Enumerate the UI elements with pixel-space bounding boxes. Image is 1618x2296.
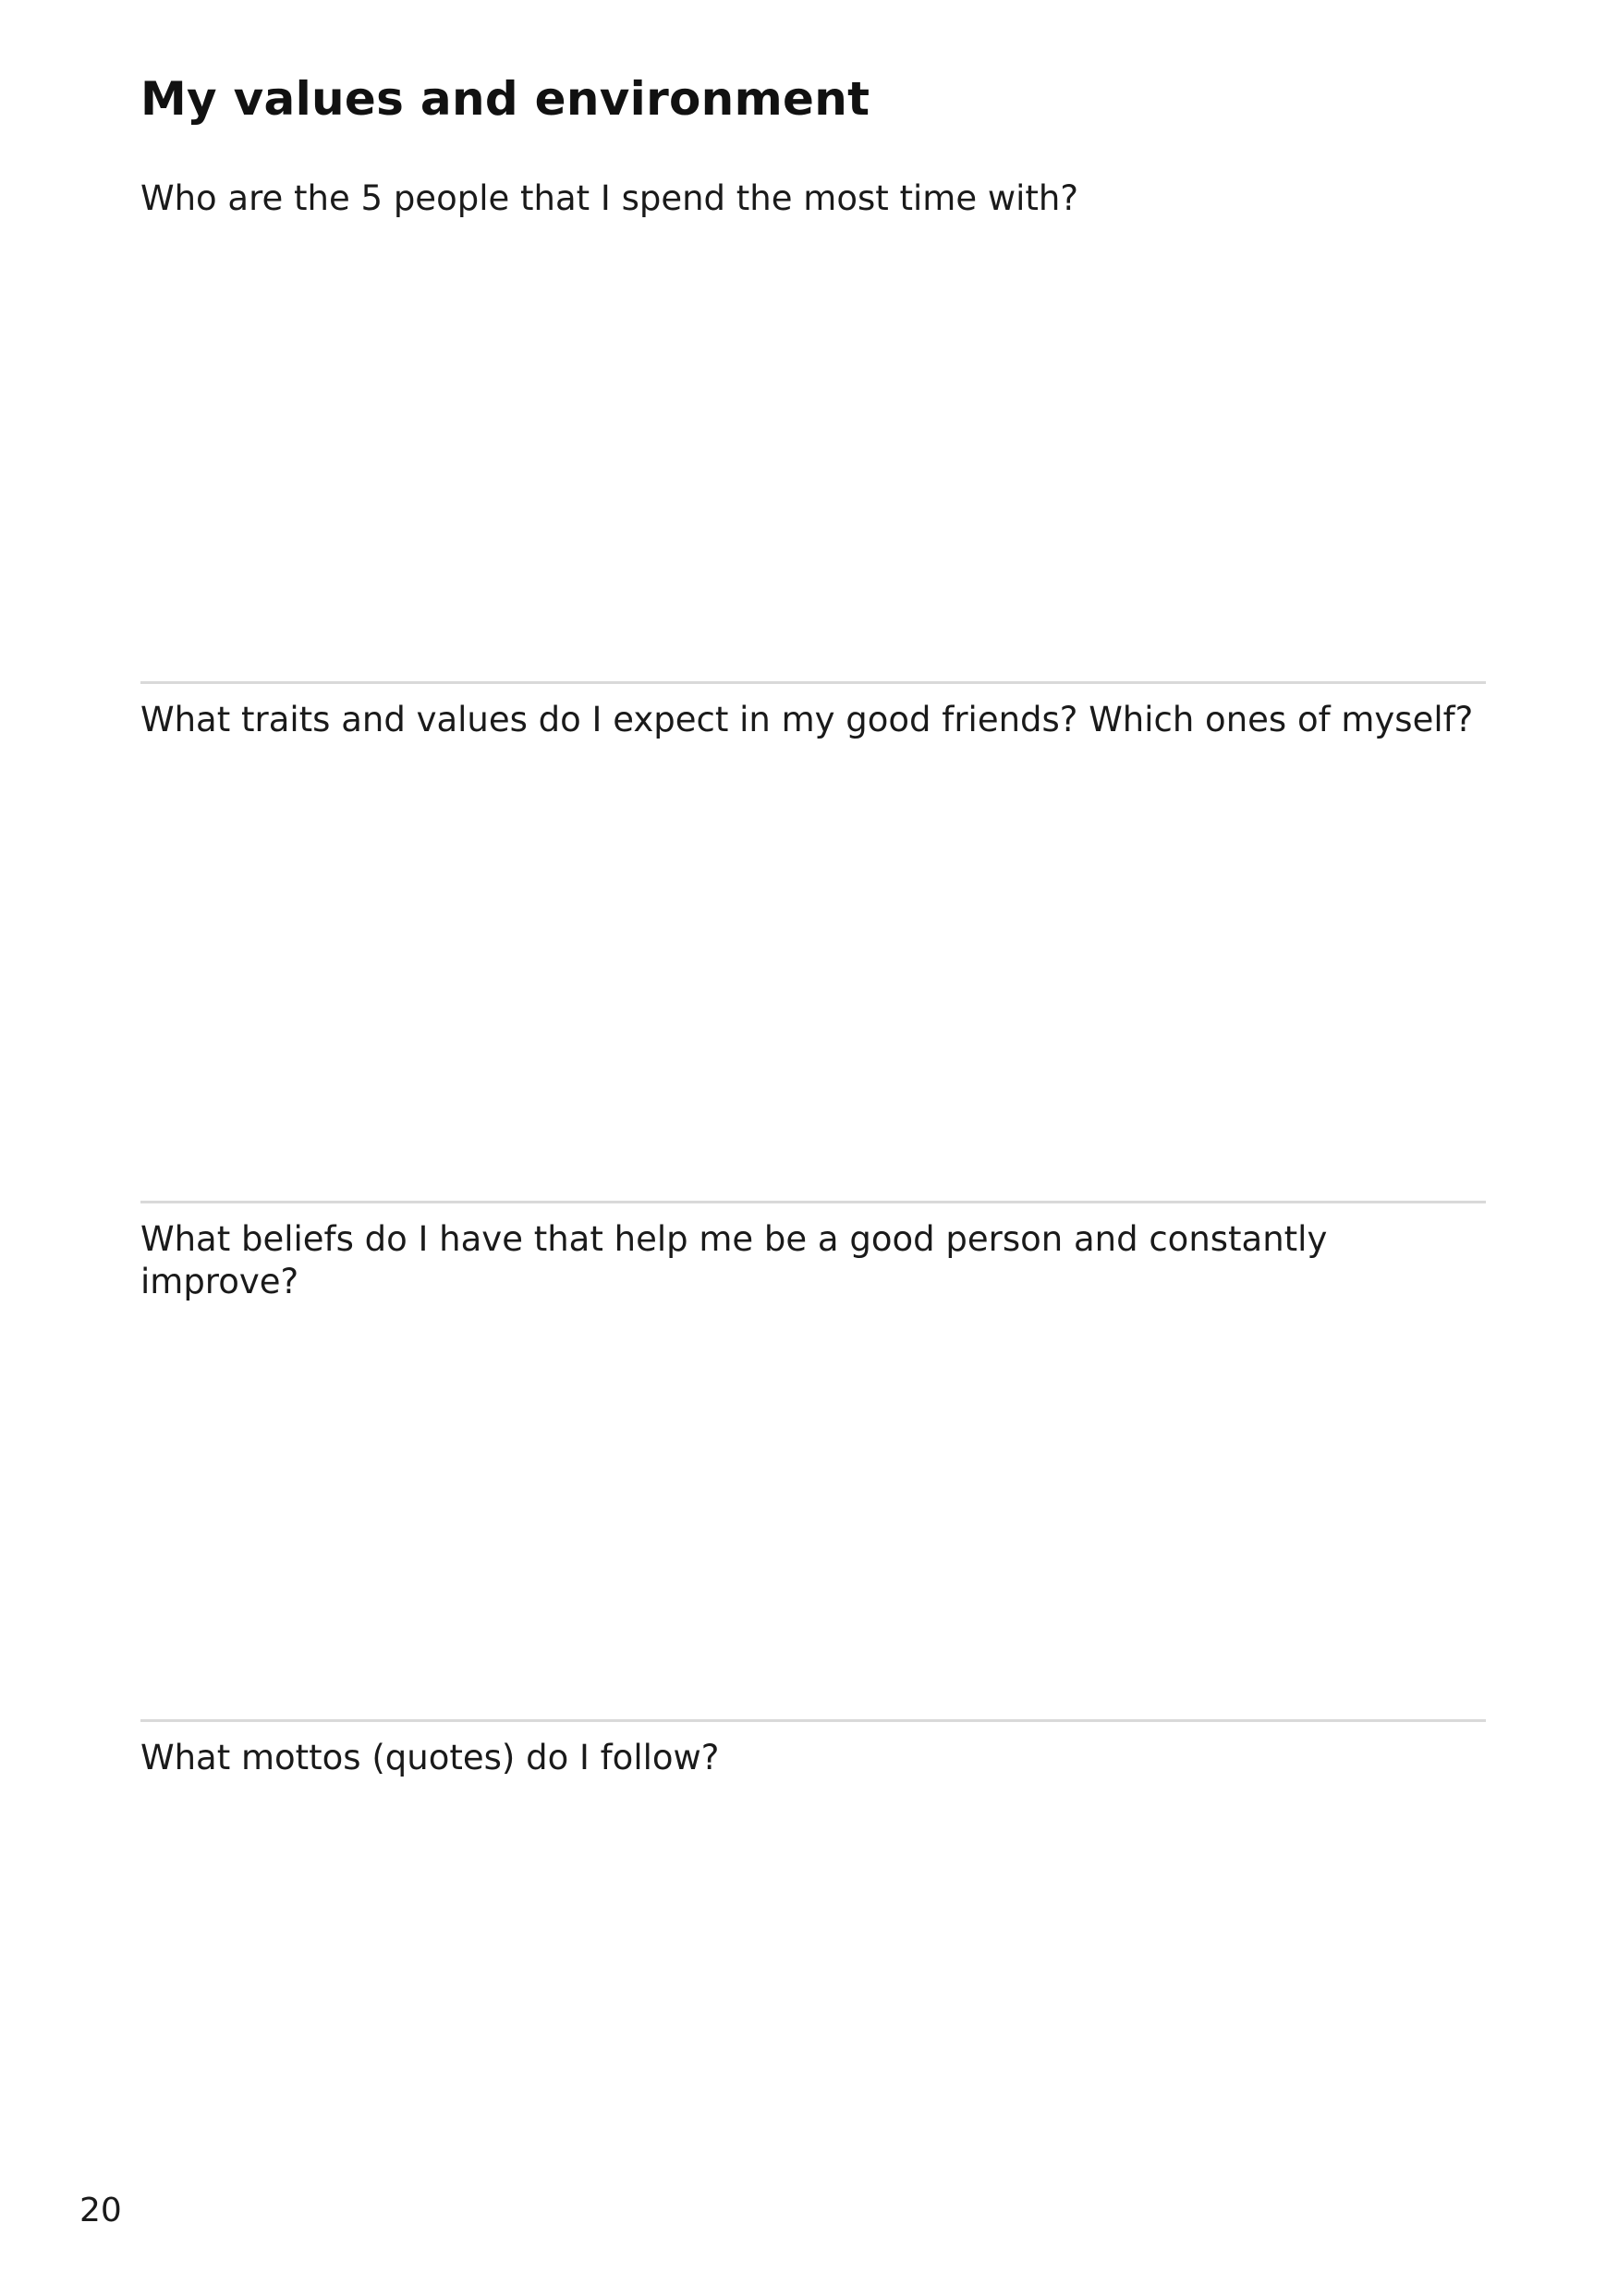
question-4: What mottos (quotes) do I follow? xyxy=(140,1738,720,1777)
section-divider-2 xyxy=(140,1201,1486,1203)
page-number: 20 xyxy=(79,2192,122,2229)
section-divider-1 xyxy=(140,681,1486,684)
page-title: My values and environment xyxy=(140,72,870,126)
question-3: What beliefs do I have that help me be a good person and constantly improve? xyxy=(140,1219,1328,1301)
question-1: Who are the 5 people that I spend the most time with? xyxy=(140,178,1078,218)
question-2: What traits and values do I expect in my good friends? Which ones of myself? xyxy=(140,700,1474,739)
section-divider-3 xyxy=(140,1719,1486,1722)
